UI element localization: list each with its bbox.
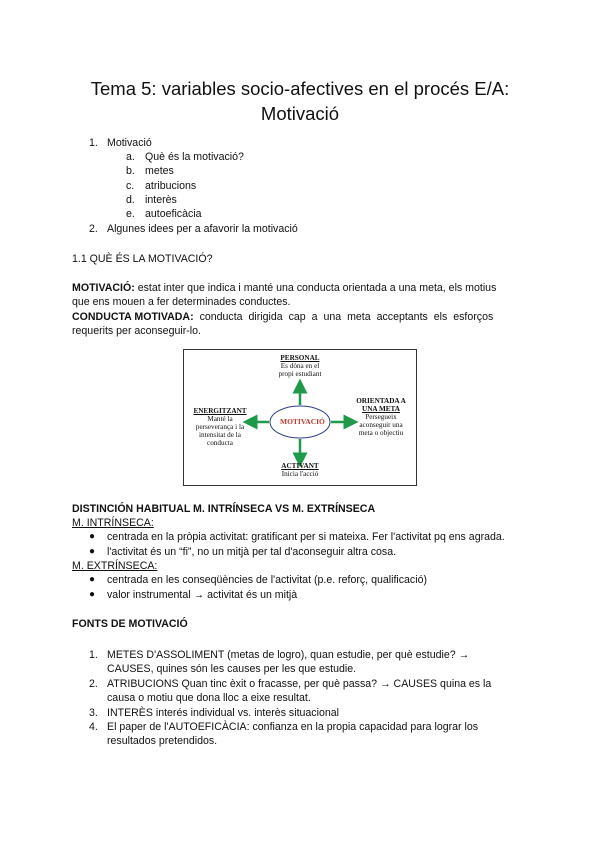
toc-item: atribucions xyxy=(145,180,197,192)
diagram-left-line3: intensitat de la xyxy=(199,431,241,439)
diagram-left-line2: perseverança i la xyxy=(195,423,245,431)
fonts-num: 4. xyxy=(89,721,98,733)
toc-num: e. xyxy=(126,208,135,220)
motivacio-def-line1: estat inter que indica i manté una conducta orientada a una meta, els motius xyxy=(134,282,497,294)
diagram-bottom-box xyxy=(270,462,330,478)
diagram-center-label: MOTIVACIÓ xyxy=(280,417,325,426)
toc-num: b. xyxy=(126,165,135,177)
intrinseca-item: centrada en la pròpia activitat: gratificant per si mateixa. Fer l'activitat pq ens agrada. xyxy=(107,531,505,543)
diagram-right-title-line1: ORIENTADA A xyxy=(356,397,406,405)
diagram-right-line1: Persegueix xyxy=(365,413,397,421)
bullet-icon: ● xyxy=(89,546,96,557)
diagram-right-line2: aconseguir una xyxy=(359,421,403,429)
bullet-icon: ● xyxy=(89,589,96,600)
distincio-heading: DISTINCIÓN HABITUAL M. INTRÍNSECA VS M. EXTRÍNSECA xyxy=(72,503,376,515)
diagram-top-line1: Es dóna en el xyxy=(280,362,320,370)
fonts-item-line2: causa o motiu que dona lloc a eixe resultat. xyxy=(107,692,311,704)
diagram-left-line4: conducta xyxy=(207,439,233,447)
motivacio-def-line2: que ens mouen a fer determinades conductes. xyxy=(72,296,291,308)
title-line-1: Tema 5: variables socio-afectives en el procés E/A: xyxy=(90,78,510,99)
fonts-heading: FONTS DE MOTIVACIÓ xyxy=(72,618,188,630)
fonts-num: 3. xyxy=(89,707,98,719)
diagram-right-box xyxy=(344,397,418,437)
toc-item: interès xyxy=(145,194,177,206)
motivacio-term: MOTIVACIÓ: xyxy=(72,282,135,294)
toc-num: 1. xyxy=(89,137,98,149)
toc-num: a. xyxy=(126,151,135,163)
diagram-left-title: ENERGITZANT xyxy=(193,407,247,415)
toc-num: c. xyxy=(126,180,135,192)
toc-item: metes xyxy=(145,165,174,177)
diagram-top-line2: propi estudiant xyxy=(278,370,322,378)
diagram-top-box xyxy=(260,354,340,378)
bullet-icon: ● xyxy=(89,574,96,585)
intrinseca-label: M. INTRÍNSECA: xyxy=(72,517,154,529)
fonts-item-line2: resultados pretendidos. xyxy=(107,735,218,747)
toc-num: 2. xyxy=(89,223,98,235)
extrinseca-item: centrada en les conseqüències de l'activitat (p.e. reforç, qualificació) xyxy=(107,574,428,586)
intrinseca-item: l'activitat és un “fi”, no un mitjà per tal d'aconseguir altra cosa. xyxy=(107,546,397,558)
title-line-2: Motivació xyxy=(260,103,340,124)
diagram-right-title-line2: UNA META xyxy=(362,405,400,413)
motivacio-definition xyxy=(72,281,528,296)
section-heading-1-1: 1.1 QUÈ ÉS LA MOTIVACIÓ? xyxy=(72,253,213,265)
diagram-left-line1: Manté la xyxy=(207,415,233,423)
diagram-left-box xyxy=(186,407,254,447)
extrinseca-label: M. EXTRÍNSECA: xyxy=(72,560,158,572)
motivation-diagram xyxy=(183,349,417,486)
fonts-item-line1: El paper de l'AUTOEFICÀCIA: confianza en la propia capacidad para lograr los xyxy=(107,721,479,733)
fonts-num: 1. xyxy=(89,649,98,661)
fonts-item-line1: ATRIBUCIONS Quan tinc èxit o fracasse, per què passa? → CAUSES quina es la xyxy=(107,678,492,690)
conducta-def-line2: requerits per aconseguir-lo. xyxy=(72,325,201,337)
diagram-bottom-title: ACTIVANT xyxy=(281,462,319,470)
fonts-item-line1: INTERÈS interés individual vs. interès situacional xyxy=(107,707,339,719)
toc-num: d. xyxy=(126,194,135,206)
toc-item: Algunes idees per a afavorir la motivació xyxy=(107,223,298,235)
conducta-term: CONDUCTA MOTIVADA: xyxy=(72,311,194,323)
fonts-item-line1: METES D'ASSOLIMENT (metas de logro), quan estudie, per què estudie? → xyxy=(107,649,470,661)
page-title xyxy=(60,76,540,126)
fonts-item-line2: CAUSES, quines són les causes per les que estudie. xyxy=(107,663,357,675)
toc-item: Motivació xyxy=(107,137,152,149)
diagram-top-title: PERSONAL xyxy=(280,354,320,362)
conducta-def-line1: conducta dirigida cap a una meta acceptants els esforços xyxy=(193,311,494,323)
diagram-right-line3: meta o objectiu xyxy=(358,429,404,437)
toc-item: Què és la motivació? xyxy=(145,151,244,163)
bullet-icon: ● xyxy=(89,531,96,542)
fonts-num: 2. xyxy=(89,678,98,690)
toc-item: autoeficàcia xyxy=(145,208,202,220)
conducta-definition xyxy=(72,310,528,325)
diagram-bottom-line1: Inicia l'acció xyxy=(281,470,319,478)
extrinseca-item: valor instrumental → activitat és un mitjà xyxy=(107,589,298,601)
